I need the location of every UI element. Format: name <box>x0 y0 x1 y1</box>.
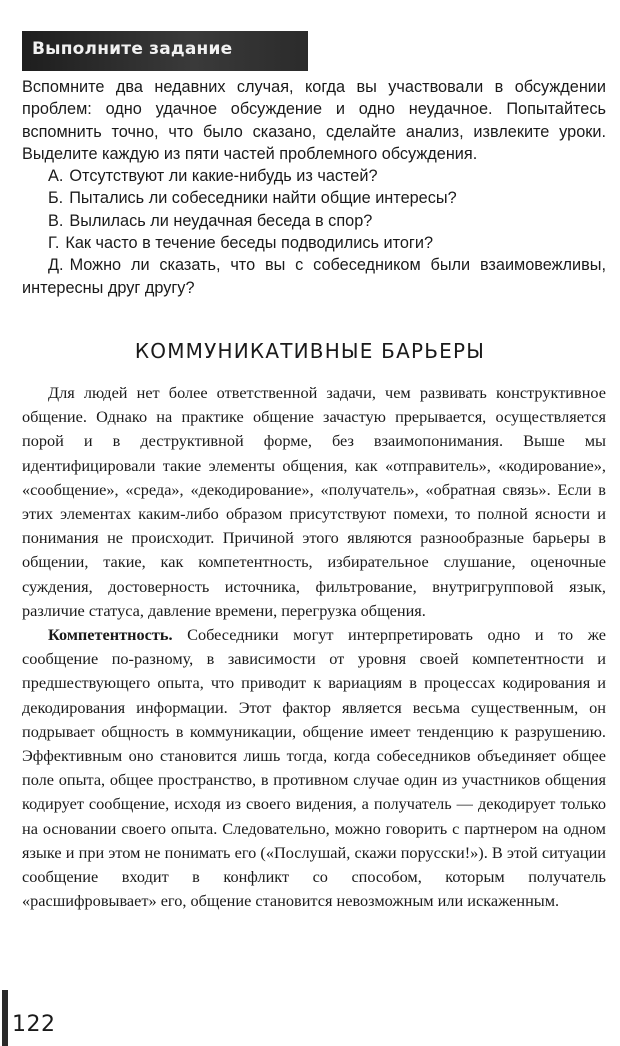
question-letter: Б. <box>48 189 64 208</box>
page-edge-bar <box>2 990 8 1046</box>
question-letter: А. <box>48 167 64 186</box>
task-question-list <box>22 165 606 299</box>
body-text <box>22 381 606 913</box>
paragraph-competence-text: Собеседники могут интерпретировать одно и то же сообщение по-разному, в зависимости от уровня своей компетентности и предшествующего опыта, что приводит к вариациям в процессах кодирования и декодирования информации. Этот фактор является весьма существенным, он подрывает общность в коммуникации, общение имеет тенденцию к разрушению. Эффективным оно становится лишь тогда, когда собеседников объединяет общее поле опыта, общее пространство, в противном случае один из участников общения кодирует сообщение, исходя из своего видения, а получатель — декодирует только на основании своего опыта. Следовательно, можно говорить с партнером на одном языке и при этом не понимать его («Послушай, скажи порусски!»). В этой ситуации сообщение входит в конфликт со способом, которым получатель «расшифровывает» его, общение становится невозможным или искаженным. <box>22 625 606 911</box>
question-letter: В. <box>48 211 64 230</box>
section-title: КОММУНИКАТИВНЫЕ БАРЬЕРЫ <box>134 339 486 363</box>
task-block <box>22 76 606 299</box>
task-intro: Вспомните два недавних случая, когда вы участвовали в обсуждении проблем: одно удачное обсуждение и одно неудачное. Попытайтесь вспомнить точно, что было сказано, сделайте анализ, извлеките уроки. Выделите каждую из пяти частей проблемного обсуждения. <box>22 78 606 163</box>
paragraph-intro: Для людей нет более ответственной задачи, чем развивать конструктивное общение. Однако на практике общение зачастую прерывается, осуществляется порой и в деструктивной форме, без взаимопонимания. Выше мы идентифицировали такие элементы общения, как «отправитель», «кодирование», «сообщение», «среда», «декодирование», «получатель», «обратная связь». Если в этих элементах каким-либо образом присутствуют помехи, то полной ясности и понимания не происходит. Причиной этого являются разнообразные барьеры в общении, такие, как компетентность, избирательное слушание, оценочные суждения, достоверность источника, фильтрование, внутригрупповой язык, различие статуса, давление времени, перегрузка общения. <box>22 383 606 620</box>
task-question <box>22 165 606 187</box>
question-text: Отсутствуют ли какие-нибудь из частей? <box>69 167 378 186</box>
question-text: Пытались ли собеседники найти общие интересы? <box>69 189 457 208</box>
task-banner <box>22 31 308 71</box>
page-number: 122 <box>12 1012 56 1037</box>
question-letter: Г. <box>48 234 60 253</box>
paragraph-lead-term: Компетентность. <box>48 625 173 645</box>
question-text: Можно ли сказать, что вы с собеседником были взаимовежливы, интересны друг другу? <box>22 256 606 297</box>
question-text: Вылилась ли неудачная беседа в спор? <box>69 211 373 230</box>
task-question <box>22 210 606 232</box>
task-question <box>22 187 606 209</box>
task-question <box>22 254 606 299</box>
question-letter: Д. <box>48 256 64 275</box>
paragraph-competence <box>22 623 606 913</box>
question-text: Как часто в течение беседы подводились итоги? <box>65 234 434 253</box>
task-question <box>22 232 606 254</box>
task-banner-label: Выполните задание <box>32 39 233 59</box>
